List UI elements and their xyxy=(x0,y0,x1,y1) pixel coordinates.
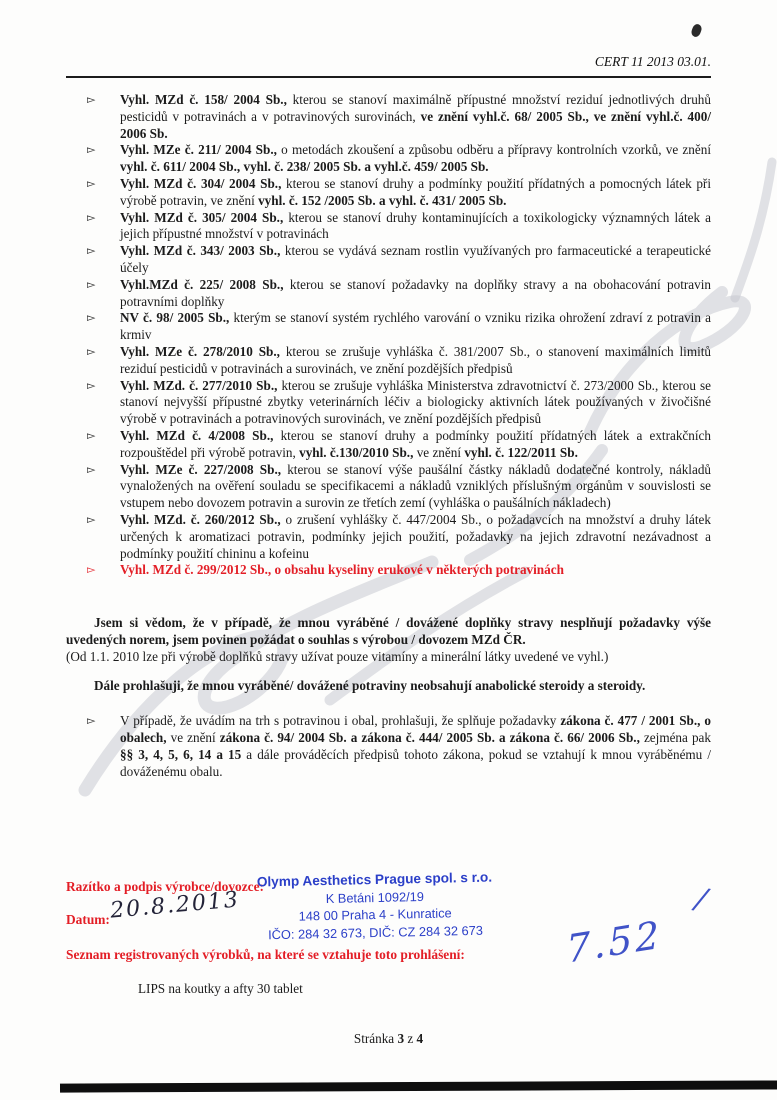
text-run: Stránka xyxy=(353,1031,398,1046)
text-run: z xyxy=(404,1031,417,1046)
bullet-arrow-icon: ▻ xyxy=(87,563,96,577)
list-item xyxy=(66,512,711,562)
text-run: kterou se stanoví druhy a podmínky použití přídatných a pomocných látek při výrobě potravin, ve znění xyxy=(120,175,711,208)
stamp-signature-label: Razítko a podpis výrobce/dovozce: xyxy=(66,879,265,894)
list-item xyxy=(66,92,711,142)
text-run: kterou se stanoví požadavky na doplňky stravy a na obohacování potravin potravními doplňky xyxy=(120,276,712,309)
list-item xyxy=(66,142,711,176)
text-run: ve znění xyxy=(166,730,220,746)
date-label: Datum: xyxy=(66,912,110,927)
list-item-text xyxy=(120,92,711,142)
header-rule xyxy=(66,76,711,78)
text-run: kterou se stanoví druhy kontaminujících a toxikologicky významných látek a jejich přípustné množství v potravinách xyxy=(120,209,711,242)
stamp-street: K Betáni 1092/19 xyxy=(325,888,425,906)
list-item-text xyxy=(120,243,711,277)
stamp-ico-dic: IČO: 284 32 673, DIČ: CZ 284 32 673 xyxy=(267,922,484,942)
registered-products-label: Seznam registrovaných výrobků, na které se vztahuje toto prohlášení: xyxy=(66,947,465,962)
bullet-arrow-icon: ▻ xyxy=(87,512,96,526)
list-item-text xyxy=(120,462,711,512)
list-item xyxy=(66,344,711,378)
text-run: zákona č. 477 / 2001 Sb., o obalech, xyxy=(120,713,711,746)
list-item xyxy=(66,462,711,512)
list-item-text xyxy=(120,176,711,210)
text-run: NV č. 98/ 2005 Sb., xyxy=(120,310,230,326)
company-stamp xyxy=(224,868,525,944)
text-run: kterou se zrušuje vyhláška č. 381/2007 Sb., o stanovení maximálních limitů reziduí pesticidů v potravinách a surovinách, ve znění pozdějších předpisů xyxy=(120,343,712,376)
text-run: zákona č. 94/ 2004 Sb. a zákona č. 444/ 2005 Sb. a zákona č. 66/ 2006 Sb., xyxy=(219,730,640,746)
bullet-arrow-icon: ▻ xyxy=(87,277,96,291)
text-run: o metodách zkoušení a způsobu odběru a přípravy kontrolních vzorků, ve znění xyxy=(276,142,711,158)
handwritten-slash: / xyxy=(692,881,710,918)
text-run: Vyhl. MZd č. 299/2012 Sb., o obsahu kyseliny erukové v některých potravinách xyxy=(120,562,564,578)
handwritten-date: 20.8.2013 xyxy=(109,887,241,924)
bullet-arrow-icon: ▻ xyxy=(87,210,96,224)
text-run: kterou se stanoví maximálně přípustné množství reziduí jednotlivých druhů pesticidů v potravinách a v potravinových surovinách, xyxy=(120,92,711,124)
bullet-arrow-icon: ▻ xyxy=(87,714,96,728)
declaration-steroids: Dále prohlašuji, že mnou vyráběné/ dovážené potraviny neobsahují anabolické steroidy a steroidy. xyxy=(94,677,646,693)
handwritten-mark: 7.52 xyxy=(565,912,664,972)
declaration-supplements: Jsem si vědom, že v případě, že mnou vyráběné / dovážené doplňky stravy nesplňují požadavky výše uvedených norem, jsem povinen požádat o souhlas s výrobou / dovozem MZd ČR. xyxy=(66,615,711,647)
text-run: kterým se stanoví systém rychlého varování o vzniku rizika ohrožení zdraví z potravin a krmiv xyxy=(120,310,711,343)
text-run: Vyhl. MZd. č. 260/2012 Sb., xyxy=(120,511,281,527)
bullet-arrow-icon: ▻ xyxy=(87,428,96,442)
list-item-text xyxy=(120,378,711,428)
page-footer xyxy=(0,1031,777,1047)
list-item-text xyxy=(120,512,711,562)
text-run: zejména pak xyxy=(639,730,711,746)
text-run: Vyhl. MZe č. 211/ 2004 Sb., xyxy=(120,142,277,158)
bullet-arrow-icon: ▻ xyxy=(87,244,96,258)
list-item xyxy=(66,428,711,462)
text-run: Vyhl. MZe č. 278/2010 Sb., xyxy=(120,343,280,359)
list-item-text xyxy=(120,142,711,176)
list-item-text xyxy=(120,210,711,244)
stamp-city: 148 00 Praha 4 - Kunratice xyxy=(298,905,452,924)
text-run: ve znění vyhl.č. 68/ 2005 Sb., ve znění vyhl.č. 400/ 2006 Sb. xyxy=(120,108,711,141)
header-cert-code: CERT 11 2013 03.01. xyxy=(594,54,711,69)
text-run: ve znění xyxy=(413,444,465,460)
text-run: Vyhl.MZd č. 225/ 2008 Sb., xyxy=(120,276,284,292)
text-run: o zrušení vyhlášky č. 447/2004 Sb., o požadavcích na množství a druhy látek určených k aromatizaci potravin, podmínky jejich použití, požadavky na jejich zdravotní nezávadnost a podmínky použití chininu a kofeinu xyxy=(120,511,711,561)
bullet-arrow-icon: ▻ xyxy=(87,462,96,476)
text-run: Vyhl. MZd č. 305/ 2004 Sb., xyxy=(120,209,284,225)
text-run: 3 xyxy=(397,1031,405,1046)
text-run: kterou se stanoví výše paušální částky nákladů dodatečné kontroly, nákladů vynaložených na ověření souladu se specifikacemi a nákladů vzniklých příslušným orgánům v souvislosti se vstupem nebo dovozem potravin a surovin ze třetích zemí (vyhláška o paušálních nákladech) xyxy=(120,461,712,511)
list-item xyxy=(66,562,711,579)
text-run: Vyhl. MZe č. 227/2008 Sb., xyxy=(120,461,282,477)
bullet-arrow-icon: ▻ xyxy=(87,143,96,157)
text-run: Vyhl. MZd č. 343/ 2003 Sb., xyxy=(120,243,281,259)
bullet-arrow-icon: ▻ xyxy=(87,378,96,392)
text-run: kterou se zrušuje vyhláška Ministerstva zdravotnictví č. 273/2000 Sb., kterou se stanoví nejvyšší přípustné zbytky veterinárních léčiv a biologicky aktivních látek používaných v živočišné výrobě v potravinách a potravinových surovinách, ve znění pozdějších předpisů xyxy=(120,377,712,427)
list-item-text xyxy=(120,562,711,579)
bullet-arrow-icon: ▻ xyxy=(87,176,96,190)
text-run: kterou se vydává seznam rostlin využívaných pro farmaceutické a terapeutické účely xyxy=(120,243,712,275)
list-item xyxy=(66,277,711,311)
packaging-declaration-text xyxy=(120,713,711,780)
text-run: Vyhl. MZd č. 158/ 2004 Sb., xyxy=(120,92,287,107)
decree-list xyxy=(66,92,711,579)
text-run: a dále prováděcích předpisů tohoto zákona, pokud se vztahují k mnou vyráběnému / dováženému obalu. xyxy=(120,746,712,779)
text-run: Vyhl. MZd č. 4/2008 Sb., xyxy=(120,427,274,443)
text-run: vyhl. č. 122/2011 Sb. xyxy=(464,444,578,460)
text-run: Vyhl. MZd. č. 277/2010 Sb., xyxy=(120,377,278,393)
list-item-text xyxy=(120,428,711,462)
bullet-arrow-icon: ▻ xyxy=(87,311,96,325)
list-item xyxy=(66,210,711,244)
list-item xyxy=(66,310,711,344)
bullet-arrow-icon: ▻ xyxy=(87,93,96,106)
text-run: vyhl. č. 152 /2005 Sb. a vyhl. č. 431/ 2005 Sb. xyxy=(258,192,507,208)
packaging-declaration xyxy=(66,713,711,780)
text-run: vyhl. č.130/2010 Sb., xyxy=(299,444,414,460)
declaration-note: (Od 1.1. 2010 lze při výrobě doplňků stravy užívat pouze vitamíny a minerální látky uvedené ve vyhl.) xyxy=(66,648,609,664)
text-run: §§ 3, 4, 5, 6, 14 a 15 xyxy=(120,746,242,762)
bullet-arrow-icon: ▻ xyxy=(87,344,96,358)
document-body xyxy=(66,92,711,780)
text-run: kterou se stanoví druhy a podmínky použití přídatných látek a extrakčních rozpouštědel při výrobě potravin, xyxy=(120,427,711,460)
text-run: 4 xyxy=(416,1031,424,1046)
product-name: LIPS na koutky a afty 30 tablet xyxy=(138,981,303,996)
list-item xyxy=(66,243,711,277)
text-run: vyhl. č. 611/ 2004 Sb., vyhl. č. 238/ 2005 Sb. a vyhl.č. 459/ 2005 Sb. xyxy=(120,159,489,175)
list-item xyxy=(66,176,711,210)
list-item-text xyxy=(120,310,711,344)
stamp-company-name: Olymp Aesthetics Prague spol. s r.o. xyxy=(256,869,493,890)
list-item-text xyxy=(120,277,711,311)
list-item xyxy=(66,378,711,428)
list-item-text xyxy=(120,344,711,378)
text-run: Vyhl. MZd č. 304/ 2004 Sb., xyxy=(120,175,282,191)
text-run: V případě, že uvádím na trh s potravinou i obal, prohlašuji, že splňuje požadavky xyxy=(120,713,561,729)
